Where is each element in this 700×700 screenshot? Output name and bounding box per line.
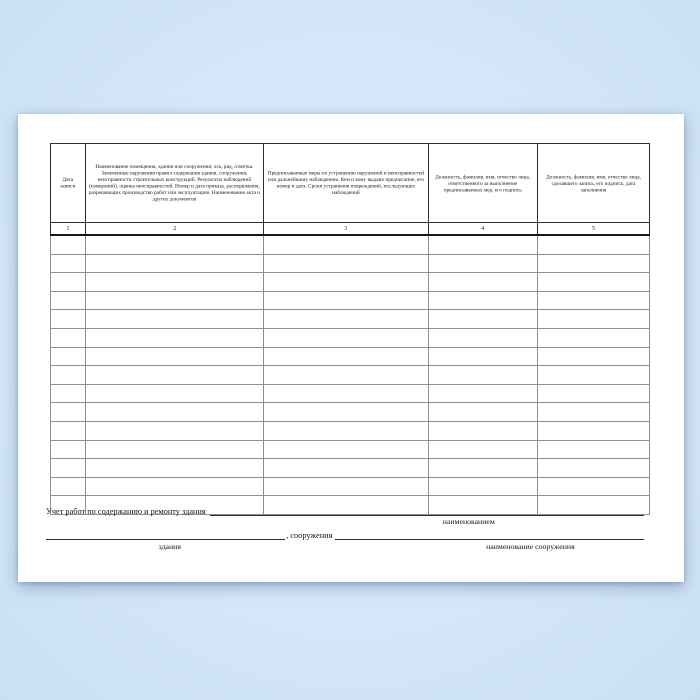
- empty-table-row: [51, 254, 650, 273]
- empty-cell: [263, 384, 428, 403]
- empty-cell: [538, 384, 650, 403]
- empty-table-row: [51, 421, 650, 440]
- empty-cell: [538, 235, 650, 254]
- column-number-3-text: 3: [344, 224, 348, 232]
- empty-cell: [428, 254, 538, 273]
- empty-cell: [538, 459, 650, 478]
- empty-cell: [86, 310, 263, 329]
- empty-table-row: [51, 328, 650, 347]
- table-header-row: [51, 144, 650, 223]
- empty-cell: [51, 440, 86, 459]
- empty-cell: [263, 347, 428, 366]
- col-header-premises-observations: [86, 144, 263, 223]
- empty-cell: [51, 254, 86, 273]
- col-header-prescribed-measures-text: Предписываемые меры по устранению нарушений и неисправностей или дальнейшему наблюдению. Кем и кому выдано предписание, его номер и дата. Сроки устранения повреждений, последующих наблюдений: [267, 170, 424, 196]
- footer-line-1: [46, 504, 644, 516]
- empty-cell: [538, 421, 650, 440]
- empty-cell: [538, 328, 650, 347]
- caption-naimenovaniem: наименованием: [442, 517, 495, 526]
- empty-cell: [263, 440, 428, 459]
- empty-table-row: [51, 403, 650, 422]
- column-number-1-text: 1: [66, 224, 70, 232]
- empty-cell: [428, 477, 538, 496]
- empty-cell: [428, 440, 538, 459]
- empty-cell: [51, 384, 86, 403]
- empty-cell: [51, 421, 86, 440]
- empty-cell: [428, 366, 538, 385]
- column-number-2: [86, 223, 263, 236]
- empty-cell: [263, 366, 428, 385]
- empty-cell: [428, 291, 538, 310]
- empty-cell: [86, 273, 263, 292]
- col-header-recorder-person: [538, 144, 650, 223]
- empty-cell: [538, 347, 650, 366]
- empty-cell: [263, 235, 428, 254]
- empty-cell: [538, 291, 650, 310]
- empty-cell: [263, 421, 428, 440]
- empty-table-row: [51, 273, 650, 292]
- empty-cell: [86, 235, 263, 254]
- col-header-premises-observations-text: Наименование помещения, здания или сооружения; ось, ряд, отметка. Замеченные нарушения правил содержания здания, сооружения; неисправности строительных конструкций. Результаты наблюдений (измерений), оценка неисправностей. Номер и дата приказа, распоряжения, разрешающих производство работ или эксплуатацию. Наименование акта и других документов: [89, 164, 261, 202]
- footer-line-4: [46, 540, 644, 552]
- empty-table-row: [51, 440, 650, 459]
- empty-cell: [263, 403, 428, 422]
- structure-label: , сооружения: [286, 531, 333, 540]
- empty-cell: [428, 347, 538, 366]
- empty-cell: [263, 254, 428, 273]
- empty-table-row: [51, 384, 650, 403]
- empty-cell: [428, 421, 538, 440]
- empty-cell: [51, 235, 86, 254]
- empty-table-row: [51, 235, 650, 254]
- empty-table-row: [51, 477, 650, 496]
- empty-cell: [538, 440, 650, 459]
- empty-cell: [538, 403, 650, 422]
- empty-cell: [263, 477, 428, 496]
- empty-cell: [51, 366, 86, 385]
- empty-table-row: [51, 347, 650, 366]
- footer-line-3: [46, 527, 644, 540]
- empty-cell: [428, 328, 538, 347]
- empty-cell: [51, 328, 86, 347]
- empty-cell: [428, 384, 538, 403]
- empty-cell: [86, 421, 263, 440]
- empty-cell: [428, 273, 538, 292]
- caption-naimenovanie-sooruzheniya: наименование сооружения: [486, 542, 575, 551]
- empty-cell: [86, 366, 263, 385]
- empty-cell: [86, 254, 263, 273]
- empty-cell: [538, 477, 650, 496]
- empty-cell: [538, 366, 650, 385]
- empty-cell: [86, 347, 263, 366]
- maintenance-log-table: [50, 143, 650, 515]
- column-number-2-text: 2: [173, 224, 177, 232]
- column-number-1: [51, 223, 86, 236]
- column-number-row: [51, 223, 650, 236]
- column-number-4-text: 4: [481, 224, 485, 232]
- empty-cell: [51, 291, 86, 310]
- empty-cell: [428, 235, 538, 254]
- empty-cell: [51, 310, 86, 329]
- empty-cell: [263, 310, 428, 329]
- col-header-responsible-person-text: Должность, фамилия, имя, отчество лица, ответственного за выполнение предписываемых мер, его подпись: [435, 173, 531, 193]
- empty-cell: [263, 328, 428, 347]
- table-header: [51, 144, 650, 236]
- empty-cell: [538, 310, 650, 329]
- empty-cell: [538, 273, 650, 292]
- empty-table-row: [51, 459, 650, 478]
- column-number-5-text: 5: [592, 224, 596, 232]
- col-header-record-date: [51, 144, 86, 223]
- empty-table-row: [51, 291, 650, 310]
- empty-cell: [86, 291, 263, 310]
- empty-cell: [428, 310, 538, 329]
- col-header-recorder-person-text: Должность, фамилия, имя, отчество лица, сделавшего запись, его подпись; дата заполнения: [546, 173, 642, 193]
- empty-cell: [86, 477, 263, 496]
- empty-cell: [86, 328, 263, 347]
- empty-cell: [51, 347, 86, 366]
- empty-cell: [86, 384, 263, 403]
- col-header-responsible-person: [428, 144, 538, 223]
- empty-cell: [86, 459, 263, 478]
- empty-cell: [51, 273, 86, 292]
- column-number-5: [538, 223, 650, 236]
- empty-cell: [51, 403, 86, 422]
- empty-cell: [538, 254, 650, 273]
- empty-cell: [263, 291, 428, 310]
- empty-cell: [428, 459, 538, 478]
- col-header-record-date-text: Дата записи: [60, 177, 76, 189]
- caption-zdaniya: здания: [158, 542, 181, 551]
- empty-cell: [51, 459, 86, 478]
- works-accounting-label: Учет работ по содержанию и ремонту здания: [46, 507, 206, 516]
- footer-line-2: [46, 516, 644, 527]
- empty-cell: [428, 403, 538, 422]
- empty-cell: [86, 403, 263, 422]
- table-body: [51, 235, 650, 514]
- empty-cell: [263, 273, 428, 292]
- column-number-4: [428, 223, 538, 236]
- empty-table-row: [51, 310, 650, 329]
- footer-block: [46, 504, 644, 552]
- empty-cell: [51, 477, 86, 496]
- col-header-prescribed-measures: [263, 144, 428, 223]
- empty-table-row: [51, 366, 650, 385]
- column-number-3: [263, 223, 428, 236]
- empty-cell: [86, 440, 263, 459]
- empty-cell: [263, 459, 428, 478]
- document-page: [18, 114, 684, 582]
